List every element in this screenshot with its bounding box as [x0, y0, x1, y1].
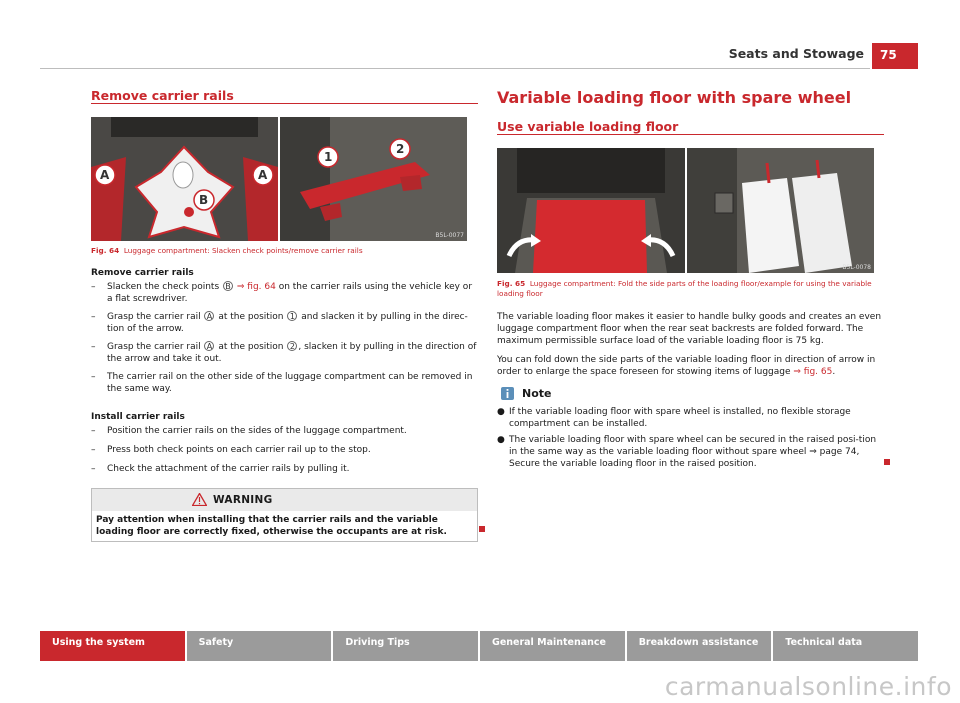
- callout-a-left: A: [100, 168, 110, 182]
- tab-breakdown-assistance[interactable]: Breakdown assistance: [627, 631, 772, 661]
- note-title: Note: [522, 387, 552, 400]
- warning-header: [92, 489, 477, 511]
- remove-step: – Grasp the carrier rail A at the position 1 and slacken it by pulling in the direc-tion of the arrow.: [91, 312, 468, 334]
- fig-65-link[interactable]: ⇒ fig. 65: [793, 367, 833, 377]
- figure-64-label: Fig. 64: [91, 246, 120, 255]
- right-section-rule: [497, 134, 884, 135]
- warning-box: [91, 488, 478, 542]
- info-icon: [501, 387, 514, 400]
- tab-general-maintenance[interactable]: General Maintenance: [480, 631, 625, 661]
- warning-triangle-icon: [192, 493, 207, 506]
- figure-65-caption-text: Luggage compartment: Fold the side parts of the loading floor/example for using the variable loading floor: [497, 279, 872, 298]
- fig-64-link[interactable]: ⇒ fig. 64: [234, 282, 276, 292]
- note-item: ● The variable loading floor with spare wheel can be secured in the raised posi-tion in the same way as the variable loading floor without spare wheel ⇒ page 74, Secure the variable loading floor in the raised position.: [497, 435, 877, 469]
- install-step: – Check the attachment of the carrier rails by pulling it.: [91, 464, 350, 474]
- tab-driving-tips[interactable]: Driving Tips: [333, 631, 478, 661]
- notes-list: [497, 406, 881, 470]
- loading-floor-illustration: [497, 148, 685, 273]
- figure-64-caption-text: Luggage compartment: Slacken check points/remove carrier rails: [123, 246, 363, 255]
- tab-technical-data[interactable]: Technical data: [773, 631, 918, 661]
- header-divider: [40, 68, 870, 69]
- callout-a-right: A: [258, 168, 268, 182]
- install-step: – Press both check points on each carrier rail up to the stop.: [91, 445, 371, 455]
- bag-hooks-illustration: [687, 148, 874, 273]
- note-item: ● If the variable loading floor with spare wheel is installed, no flexible storage compartment can be installed.: [497, 407, 851, 429]
- right-paragraph-1: The variable loading floor makes it easier to handle bulky goods and creates an even luggage compartment floor when the rear seat backrests are folded forward. The maximum permissible surface load of the variable loading floor is 75 kg.: [497, 312, 882, 346]
- install-steps-list: [91, 425, 478, 475]
- figure-64-code: B5L-0077: [435, 232, 464, 239]
- luggage-compartment-illustration: [91, 117, 278, 241]
- page-number-box: [872, 43, 918, 69]
- remove-steps-list: [91, 281, 478, 395]
- section-end-marker: [884, 459, 890, 465]
- remove-step: – Slacken the check points B ⇒ fig. 64 on the carrier rails using the vehicle key or a flat screwdriver.: [91, 282, 473, 304]
- remove-step: – Grasp the carrier rail A at the position 2 , slacken it by pulling in the direction of the arrow and take it out.: [91, 342, 477, 364]
- rail-a-marker: A: [204, 311, 214, 321]
- position-1-marker: 1: [287, 311, 297, 321]
- chapter-tabs: [40, 631, 918, 661]
- remove-heading: Remove carrier rails: [91, 268, 194, 278]
- right-paragraph-2: You can fold down the side parts of the variable loading floor in direction of arrow in order to enlarge the space foreseen for stowing items of luggage ⇒ fig. 65.: [497, 355, 876, 377]
- site-watermark: carmanualsonline.info: [664, 672, 952, 701]
- figure-64-right-image: [280, 117, 467, 241]
- warning-title: WARNING: [213, 494, 273, 506]
- tab-safety[interactable]: Safety: [187, 631, 332, 661]
- callout-1: 1: [324, 150, 333, 164]
- page-number: 75: [880, 48, 897, 62]
- point-b-marker: B: [223, 281, 233, 291]
- running-header-title: Seats and Stowage: [728, 46, 864, 61]
- install-heading: Install carrier rails: [91, 412, 185, 422]
- right-main-title: Variable loading floor with spare wheel: [497, 88, 852, 107]
- remove-step: – The carrier rail on the other side of the luggage compartment can be removed in the same way.: [91, 372, 473, 394]
- carrier-rail-illustration: [280, 117, 467, 241]
- tab-using-the-system[interactable]: Using the system: [40, 631, 185, 661]
- right-sub-title: Use variable loading floor: [497, 119, 679, 134]
- warning-text: Pay attention when installing that the carrier rails and the variable loading floor are correctly fixed, otherwise the occupants are at risk.: [96, 515, 447, 537]
- rail-a-marker: A: [204, 341, 214, 351]
- figure-64-caption: [91, 246, 478, 256]
- figure-65-left-image: [497, 148, 685, 273]
- left-section-title: Remove carrier rails: [91, 88, 234, 103]
- figure-65-right-image: [687, 148, 874, 273]
- figure-65-label: Fig. 65: [497, 279, 526, 288]
- callout-b: B: [199, 193, 209, 207]
- callout-2: 2: [396, 142, 405, 156]
- position-2-marker: 2: [287, 341, 297, 351]
- install-step: – Position the carrier rails on the sides of the luggage compartment.: [91, 426, 407, 436]
- figure-65-code: B5L-0078: [842, 264, 871, 271]
- figure-64-left-image: [91, 117, 278, 241]
- figure-65-caption: [497, 279, 887, 299]
- section-end-marker: [479, 526, 485, 532]
- left-section-rule: [91, 103, 478, 104]
